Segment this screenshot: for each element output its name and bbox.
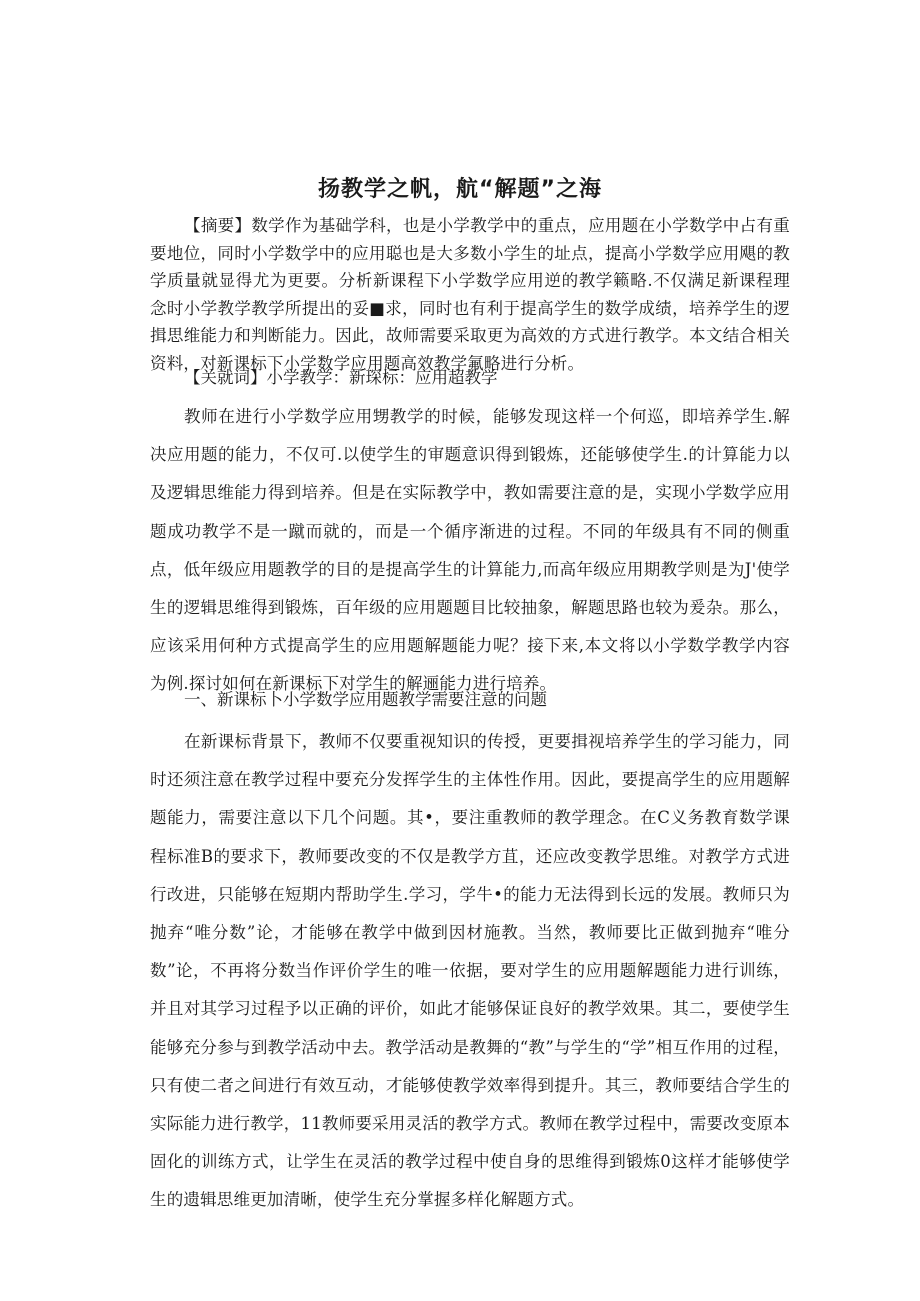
section-heading-1: 一、新课标卜小学数学应用题教学需要注意的问题 — [184, 690, 547, 709]
body-paragraph-1: 教师在进行小学数学应用甥教学的时候，能够发现这样一个何巡，即培养学生.解决应用题的能力，不仅可.以使学生的审题意识得到锻炼，还能够使学生.的计算能力以及逻辑思维能力得到培养。但是在实际教学中，教如需要注意的是，实现小学数学应用题成功教学不是一蹴而就的，而是一个循序渐进的过程。不同的年级具有不同的侧重点，低年级应用题教学的目的是提高学生的计算能力,而高年级应用期教学则是为J'使学生的逻辑思维得到锻炼，百年级的应用题题目比较抽象，解题思路也较为爰杂。那么，应该采用何种方式提高学生的应用题解题能力呢？接下来,本文将以小学数学教学内容为例.探讨如何在新课标下对学生的解逦能力进行培养。 — [150, 407, 790, 694]
abstract-paragraph: 【摘要】数学作为基础学科，也是小学教学中的重点，应用题在小学数学中占有重要地位，同时小学数学中的应用聪也是大多数小学生的址点，提高小学数学应用飓的教学质量就显得尤为更要。分析新课程下小学数学应用逆的教学籁略.不仅满足新课程理念时小学教学教学所提出的妥■求，同时也有利于提高学生的数学成绩，培养学生的逻揖思维能力和判断能力。因此，故师需要采取更为高效的方式进行教学。本文结合相关资料，对新课标下小学数学应用题高效教学氟略进行分析。 — [150, 216, 790, 373]
body-paragraph-2: 在新课标背景下，教师不仅要重视知识的传授，更要揖视培养学生的学习能力，同时还须注意在教学过程中要充分发挥学生的主体性作用。因此，要提高学生的应用题解题能力，需要注意以下几个问题。其•，要注重教师的教学理念。在C义务教育数学课程标准B的要求下，教师要改变的不仅是教学方苴，还应改变教学思维。对教学方式进行改进，只能够在短期内帮助学生.学习，学牛•的能力无法得到长远的发展。教师只为抛弃“唯分数”论，才能够在教学中做到因材施教。当然，教师要比正做到抛弃“唯分数”论，不再将分数当作评价学生的唯一依据，要对学生的应用题解题能力进行训练，并且对其学习过程予以正确的评价，如此才能够保证良好的教学效果。其二，要使学生能够充分参与到教学活动中去。教学活动是教舞的“教”与学生的“学”相互作用的过程，只有使二者之间进行有效互动，才能够使教学效率得到提升。其三，教师要结合学生的实际能力进行教学，11教师要采用灵活的教学方式。教师在教学过程中，需要改变原本固化的训练方式，让学生在灵活的教学过程中使自身的思维得到锻炼0这样才能够使学生的遗辑思维更加清晰，使学生充分掌握多样化解题方式。 — [150, 732, 790, 1210]
keywords-line: 【关就词】小学教学：新琛标：应用超教学 — [184, 368, 498, 387]
document-title: 扬教学之帆，航“解题”之海 — [318, 177, 602, 202]
